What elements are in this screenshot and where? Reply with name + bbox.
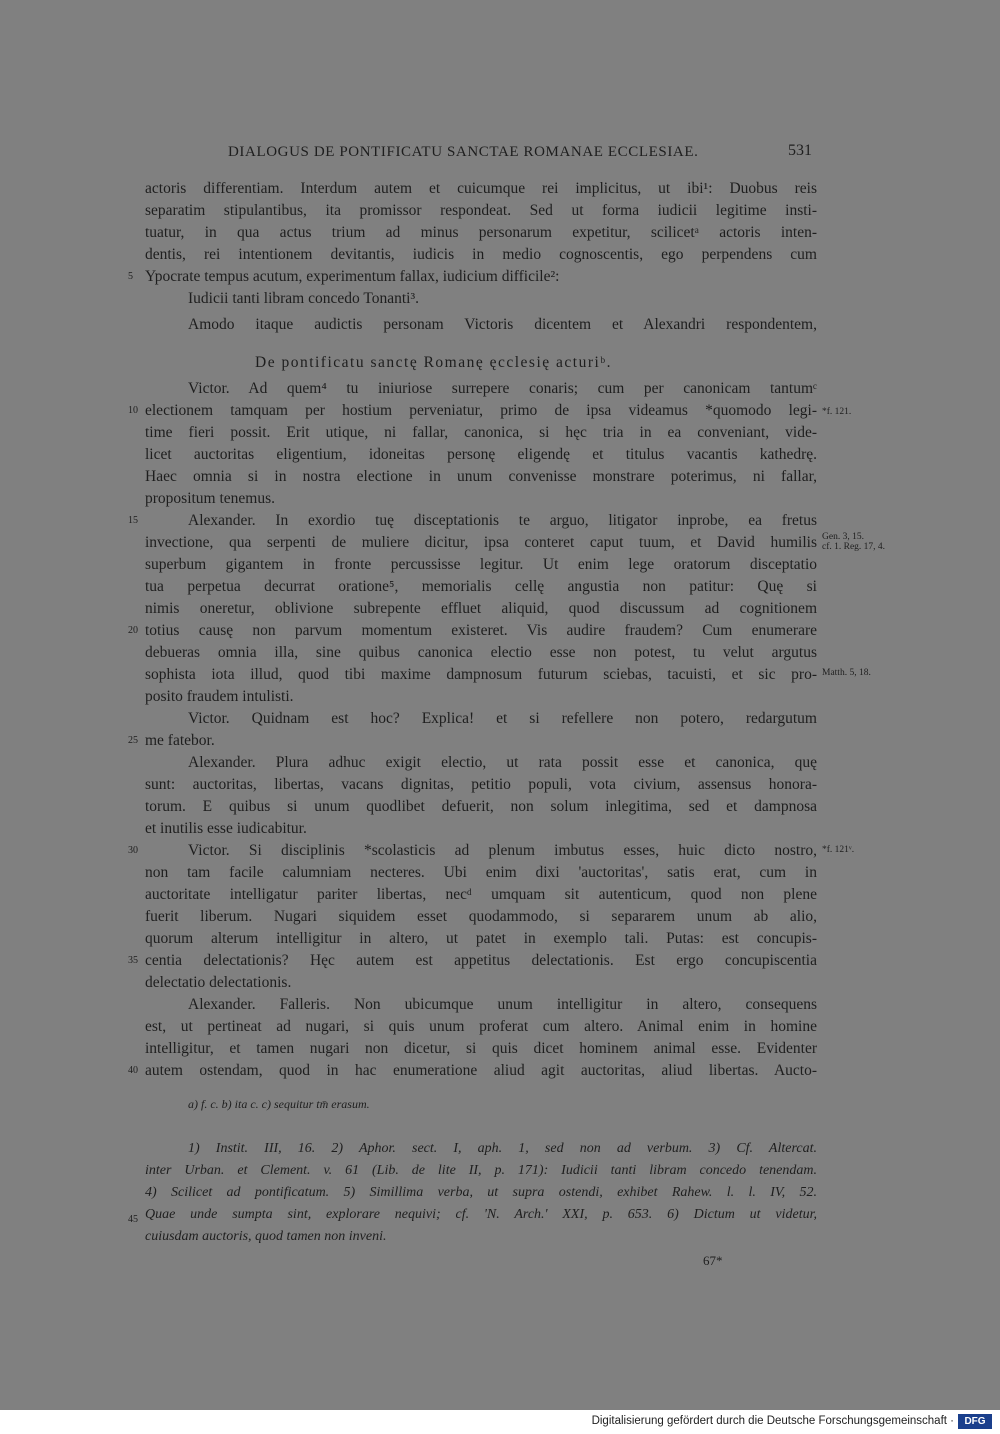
funding-notice: Digitalisierung gefördert durch die Deutsche Forschungsgemeinschaft ·: [591, 1415, 954, 1427]
text-line: non tam facile calumniam necteres. Ubi enim dixi 'auctoritas', satis erat, cum in: [145, 864, 817, 881]
text-line: delectatio delectationis.: [145, 974, 292, 991]
printer-signature: 67*: [703, 1253, 723, 1268]
text-line: torum. E quibus si unum quodlibet defuerit, non solum inlegitima, sed et dampnosa: [145, 798, 817, 815]
text-line: dentis, rei intentionem devitantis, iudicis in medio cognoscentis, ego perpendens cum: [145, 246, 817, 263]
margin-note: Matth. 5, 18.: [822, 668, 871, 678]
variant-readings: a) f. c. b) ita c. c) sequitur tm̄ erasum.: [188, 1097, 370, 1111]
text-line: posito fraudem intulisti.: [145, 688, 294, 705]
text-line: et inutilis esse iudicabitur.: [145, 820, 307, 837]
margin-note: Gen. 3, 15.: [822, 532, 864, 542]
text-line: superbum gigantem in fronte percussisse legitur. Ut enim lege oratorum disceptatio: [145, 556, 817, 573]
text-line: Haec omnia si in nostra electione in unum convenisse monstrare poterimus, ni fallar,: [145, 468, 817, 485]
line-number: 10: [128, 405, 138, 416]
footnote-line: cuiusdam auctoris, quod tamen non inveni.: [145, 1229, 387, 1244]
margin-note: cf. 1. Reg. 17, 4.: [822, 542, 886, 552]
text-line: sunt: auctoritas, libertas, vacans dignitas, petitio populi, vota civium, assensus honora-: [145, 776, 817, 793]
margin-note: *f. 121.: [822, 407, 852, 417]
footnote-line: Quae unde sumpta sint, explorare nequivi; cf. 'N. Arch.' XXI, p. 653. 6) Dictum ut videtur,: [145, 1207, 817, 1222]
running-title: DIALOGUS DE PONTIFICATU SANCTAE ROMANAE ECCLESIAE.: [228, 144, 699, 160]
page-number: 531: [788, 142, 812, 159]
text-line: sophista iota illud, quod tibi maxime dampnosum futurum sciebas, tacuisti, et sic pro-: [145, 666, 817, 683]
text-line: licet auctoritas eligentium, idoneitas personę eligendę et titulus vacantis kathedrę.: [145, 446, 817, 463]
text-line: nimis oneretur, oblivione subrepente effluet aliquid, quod discussum ad cognitionem: [145, 600, 817, 617]
text-line: propositum tenemus.: [145, 490, 276, 507]
text-line: Victor. Quidnam est hoc? Explica! et si refellere non potero, redargutum: [188, 710, 817, 727]
line-number: 20: [128, 625, 138, 636]
text-line: centia delectationis? Hęc autem est appetitus delectationis. Est ergo concupiscentia: [145, 952, 817, 969]
text-line: Alexander. Falleris. Non ubicumque unum intelligitur in altero, consequens: [188, 996, 817, 1013]
text-line: actoris differentiam. Interdum autem et cuicumque rei implicitus, ut ibi¹: Duobus reis: [145, 180, 817, 197]
text-line: est, ut pertineat ad nugari, si quis unum proferat cum altero. Animal enim in homine: [145, 1018, 817, 1035]
text-line: quorum alterum intelligitur in altero, ut patet in exemplo tali. Putas: est concupis-: [145, 930, 817, 947]
text-line: Victor. Si disciplinis *scolasticis ad plenum imbutus esses, huic dicto nostro,: [188, 842, 817, 859]
text-line: debueras omnia illa, sine quibus canonica electio esse non potest, tu velut argutus: [145, 644, 817, 661]
line-number: 15: [128, 515, 138, 526]
text-line: Iudicii tanti libram concedo Tonanti³.: [188, 290, 419, 307]
text-line: separatim stipulantibus, ita promissor respondeat. Sed ut forma iudicii legitime insti-: [145, 202, 817, 219]
text-line: Victor. Ad quem⁴ tu iniuriose surrepere conaris; cum per canonicam tantumᶜ: [188, 380, 817, 397]
text-line: invectione, qua serpenti de muliere dicitur, ipsa conteret caput tuum, et David humilis: [145, 534, 817, 551]
text-line: Ypocrate tempus acutum, experimentum fallax, iudicium difficile²:: [145, 268, 560, 285]
text-line: autem ostendam, quod in hac enumeratione aliud agit auctoritas, aliud libertas. Aucto-: [145, 1062, 817, 1079]
line-number: 35: [128, 955, 138, 966]
text-line: tuatur, in qua actus trium ad minus personarum expetitur, scilicetᵃ actoris inten-: [145, 224, 817, 241]
margin-note: *f. 121ᵛ.: [822, 845, 855, 855]
footnote-line: 4) Scilicet ad pontificatum. 5) Simillima verba, ut supra ostendi, exhibet Rahew. l. l. IV, 52.: [145, 1185, 817, 1200]
line-number: 25: [128, 735, 138, 746]
section-heading: De pontificatu sanctę Romanę ęcclesię acturiᵇ.: [255, 354, 612, 371]
text-line: fuerit liberum. Nugari siquidem esset quodammodo, si separarem unum ab alio,: [145, 908, 817, 925]
footnote-line: inter Urban. et Clement. v. 61 (Lib. de lite II, p. 171): Iudicii tanti libram concedo tenendam.: [145, 1163, 817, 1178]
text-line: tua perpetua decurrat oratione⁵, memorialis cellę angustia non patitur: Quę si: [145, 578, 817, 595]
line-number: 5: [128, 271, 133, 282]
text-line: Amodo itaque audictis personam Victoris dicentem et Alexandri respondentem,: [188, 316, 817, 333]
text-line: totius causę non parvum momentum existeret. Vis audire fraudem? Cum enumerare: [145, 622, 817, 639]
text-line: Alexander. Plura adhuc exigit electio, ut rata possit esse et canonica, quę: [188, 754, 817, 771]
footnote-line: 1) Instit. III, 16. 2) Aphor. sect. I, aph. 1, sed non ad verbum. 3) Cf. Altercat.: [188, 1141, 817, 1156]
text-line: Alexander. In exordio tuę disceptationis te arguo, litigator inprobe, ea fretus: [188, 512, 817, 529]
line-number: 45: [128, 1214, 138, 1225]
text-line: auctoritate intelligatur pariter libertas, necᵈ umquam sit autenticum, quod non plene: [145, 886, 817, 903]
dfg-logo: DFG: [958, 1414, 992, 1429]
text-line: time fieri possit. Erit utique, ni fallar, canonica, si hęc tria in ea conveniant, vide-: [145, 424, 817, 441]
text-line: intelligitur, et tamen nugari non dicetur, si quis dicet hominem animal esse. Evidenter: [145, 1040, 817, 1057]
text-line: me fatebor.: [145, 732, 215, 749]
text-line: electionem tamquam per hostium perveniatur, primo de ipsa videamus *quomodo legi-: [145, 402, 817, 419]
footer-bar: [0, 1410, 1000, 1434]
line-number: 30: [128, 845, 138, 856]
line-number: 40: [128, 1065, 138, 1076]
